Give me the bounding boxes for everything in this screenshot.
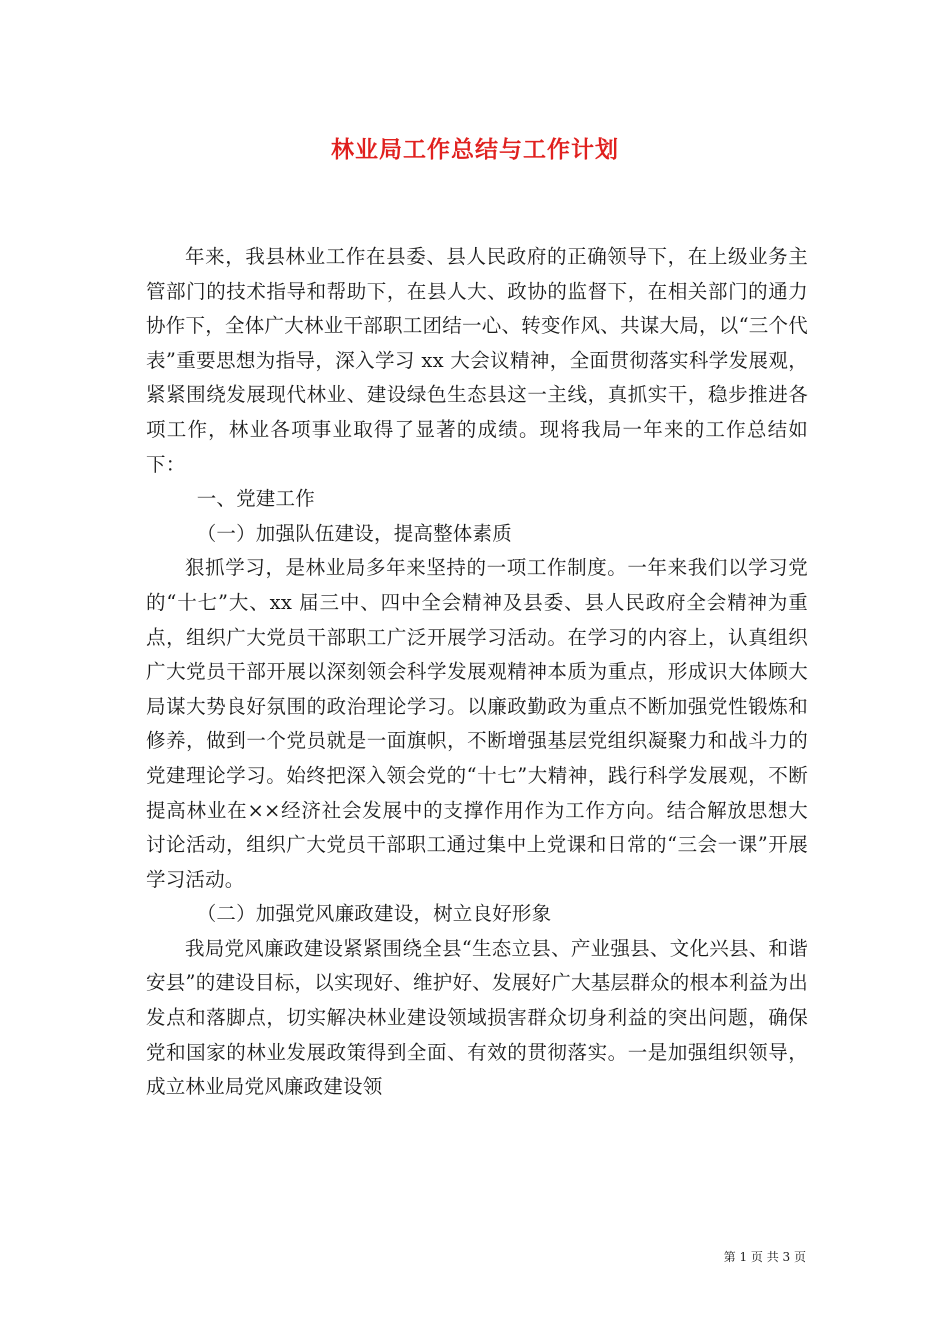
subsection-heading-integrity: （二）加强党风廉政建设，树立良好形象 (196, 902, 552, 926)
document-body (146, 240, 808, 1105)
paragraph-study: 狠抓学习，是林业局多年来坚持的一项工作制度。一年来我们以学习党的“十七”大、xx 届三中、四中全会精神及县委、县人民政府全会精神为重点，组织广大党员干部职工广泛开展学习活动。在学习的内容上，认真组织广大党员干部开展以深刻领会科学发展观精神本质为重点，形成识大体顾大局谋大势良好氛围的政治理论学习。以廉政勤政为重点不断加强党性锻炼和修养，做到一个党员就是一面旗帜，不断增强基层党组织凝聚力和战斗力的党建理论学习。始终把深入领会党的“十七”大精神，践行科学发展观，不断提高林业在××经济社会发展中的支撑作用作为工作方向。结合解放思想大讨论活动，组织广大党员干部职工通过集中上党课和日常的“三会一课”开展学习活动。 (146, 556, 808, 891)
subsection-heading-team-building: （一）加强队伍建设，提高整体素质 (196, 521, 512, 545)
section-heading-party-building: 一、党建工作 (196, 487, 315, 511)
page-number: 第 1 页 共 3 页 (723, 1250, 806, 1264)
document-title: 林业局工作总结与工作计划 (331, 136, 619, 163)
paragraph-integrity: 我局党风廉政建设紧紧围绕全县“生态立县、产业强县、文化兴县、和谐安县”的建设目标，以实现好、维护好、发展好广大基层群众的根本利益为出发点和落脚点，切实解决林业建设领域损害群众切身利益的突出问题，确保党和国家的林业发展政策得到全面、有效的贯彻落实。一是加强组织领导，成立林业局党风廉政建设领 (146, 936, 808, 1099)
paragraph-intro: 年来，我县林业工作在县委、县人民政府的正确领导下，在上级业务主管部门的技术指导和帮助下，在县人大、政协的监督下，在相关部门的通力协作下，全体广大林业干部职工团结一心、转变作风、共谋大局，以“三个代表”重要思想为指导，深入学习 xx 大会议精神，全面贯彻落实科学发展观，紧紧围绕发展现代林业、建设绿色生态县这一主线，真抓实干，稳步推进各项工作，林业各项事业取得了显著的成绩。现将我局一年来的工作总结如下： (146, 245, 808, 476)
